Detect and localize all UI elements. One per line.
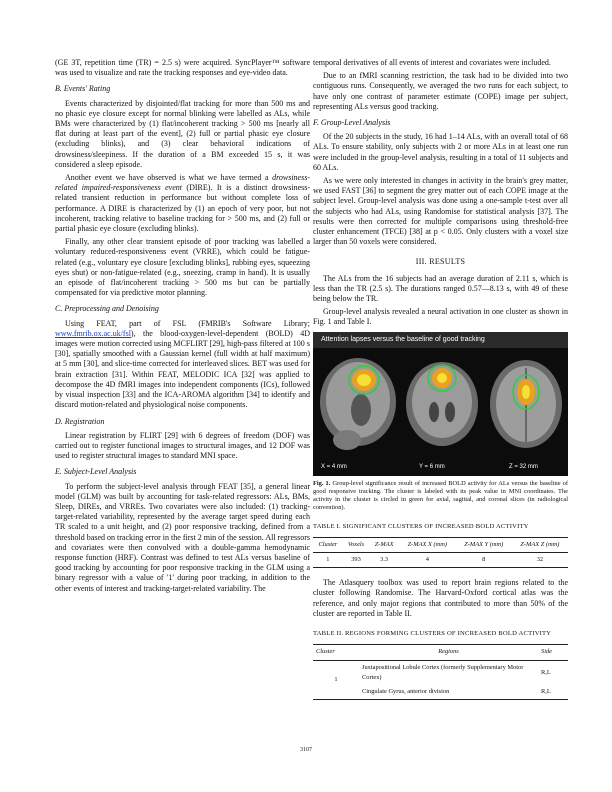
- figure-brain-slices: [313, 332, 568, 476]
- table-header-cell: Cluster: [313, 537, 343, 552]
- sagittal-slice-label: X = 4 mm: [321, 464, 347, 471]
- table-cell: 3.3: [369, 553, 399, 568]
- section-heading-events-rating: B. Events' Rating: [55, 84, 111, 94]
- table-cell: 1: [313, 553, 343, 568]
- paragraph: Finally, any other clear transient episode of poor tracking was labelled a voluntary reduced-responsiveness event (VRRE), which could be fatigue-related (e.g., voluntary eye closure [excluding blinks], rubbing eyes, squeezing eyes shut) or non-fatigue-related (e.g., sneezing, cramp in hand). It is usually an episode of flat/incoherent tracking > 500 ms but can be partially compensated for via predictive motor planning.: [55, 237, 310, 298]
- table-row: [313, 660, 568, 685]
- table-significant-clusters: [313, 537, 568, 568]
- table-cell: 8: [456, 553, 512, 568]
- table-header-cell: Cluster: [313, 645, 359, 660]
- table-header-cell: Z-MAX: [369, 537, 399, 552]
- figure-caption: Fig. 1. Group-level significance result of increased BOLD activity for ALs versus the baseline of good responsive tracking. The cluster is labeled with its peak value in MNI coordinates. The activity in the cluster is circled in green for axial, sagittal, and coronal slices (in radiological convention).: [313, 479, 568, 511]
- section-heading-group-level: F. Group-Level Analysis: [313, 118, 391, 128]
- table-cell: R,L: [538, 685, 568, 700]
- axial-brain-image: [485, 350, 567, 462]
- paragraph: The Atlasquery toolbox was used to report brain regions related to the cluster following Randomise. The Harvard-Oxford cortical atlas was the reference, and only major regions that contributed to more than 50% of the cluster are reported in Table II.: [313, 578, 568, 618]
- sagittal-brain-image: [317, 350, 399, 462]
- paragraph: The ALs from the 16 subjects had an average duration of 2.11 s, which is less than the TR (2.5 s). The durations ranged 0.57—8.13 s, with 49 of these being below the TR.: [313, 273, 568, 304]
- paragraph: As we were only interested in changes in activity in the brain's grey matter, we used FAST [36] to segment the grey matter out of each COPE image at the subject level. Group-level analysis was done using a one-sample t-test over all the subjects who had ALs, using Randomise for statistical analysis [37]. The results were then corrected for multiple comparisons using threshold-free cluster enhancement (TFCE) [38] at p < 0.05. Only clusters with a voxel size larger than 50 voxels were considered.: [313, 176, 568, 247]
- table-cell: 393: [343, 553, 370, 568]
- paragraph: Another event we have observed is what we have termed a drowsiness-related impaired-responsiveness event (DIRE). It is a distinct drowsiness-related transient reduction in performance but without complete loss of performance. A DIRE is characterized by (1) an epoch of very poor, but not incoherent, tracking relative to baseline tracking for > 500 ms, and (2) full or partial phasic eye closure (excluding blinks).: [55, 173, 311, 234]
- page-number: 3107: [300, 747, 312, 753]
- table-cell: 4: [399, 553, 456, 568]
- table-cell: Cingulate Gyrus, anterior division: [359, 685, 538, 700]
- paragraph: To perform the subject-level analysis through FEAT [35], a general linear model (GLM) was built by accounting for task-related regressors: ALs, BMs, Sleep, DIREs, and VRREs. Two covariates were also included: (1) tracking-target-related variability, represented by the average target speed during each TR scaled to a unit height, and (2) poor responsive tracking, defined from a threshold based on tracking error in the first 2 min of the session. All regressors and covariates were then convolved with a double-gamma hemodynamic response function (HRF). Contrast was defined to test ALs versus baseline of good tracking by accounting for poor responsive tracking in the GLM using a binary regressor with a value of '1' during poor tracking, in addition to the other events of interest and tracking-target-related variability. The: [55, 481, 310, 593]
- left-column: [55, 58, 310, 597]
- table-header-cell: Z-MAX Y (mm): [456, 537, 512, 552]
- table-cell: R,L: [541, 668, 551, 676]
- coronal-slice-label: Y = 6 mm: [419, 464, 445, 471]
- paragraph: Linear registration by FLIRT [29] with 6 degrees of freedom (DOF) was carried out to register functional images to structural images, and 12 DOF was used to register structural images to standard MNI space.: [55, 430, 310, 461]
- table-cell: Juxtapositional Lobule Cortex (formerly Supplementary Motor Cortex): [362, 663, 524, 681]
- fsl-link[interactable]: www.fmrib.ox.ac.uk/fsl: [55, 328, 131, 338]
- table-regions: [313, 644, 568, 700]
- figure-title: Attention lapses versus the baseline of good tracking: [313, 332, 568, 348]
- table-header-cell: Side: [538, 645, 568, 660]
- section-heading-results: III. RESULTS: [415, 257, 466, 267]
- paragraph: Using FEAT, part of FSL (FMRIB's Software Library; www.fmrib.ox.ac.uk/fsl), the blood-oxygen-level-dependent (BOLD) 4D images were motion corrected using MCFLIRT [29], high-pass filtered at 100 s [30], spatially smoothed with a Gaussian kernel (full width at half maximum) at 5 mm [30], and slice-time corrected for interleaved slices. BET was used for brain extraction [31]. Within FEAT, MELODIC ICA [32] was applied to decompose the 4D fMRI images into independent components (ICs), followed by visual inspection [33] and the ICA-AROMA algorithm [34] to identify and discard motion-related and physiological noise components.: [55, 318, 310, 410]
- table-header-cell: Voxels: [343, 537, 370, 552]
- paragraph: Due to an fMRI scanning restriction, the task had to be divided into two contiguous runs. Consequently, we averaged the two runs for each subject, to have only one contrast of parameter estimate (COPE) image per subject, representing ALs versus good tracking.: [313, 71, 568, 111]
- table-cell: 1: [313, 660, 359, 700]
- table-cell: 32: [512, 553, 568, 568]
- section-heading-subject-level: E. Subject-Level Analysis: [55, 467, 137, 477]
- table-header-cell: Z-MAX X (mm): [399, 537, 456, 552]
- table1-title: TABLE I. SIGNIFICANT CLUSTERS OF INCREASED BOLD ACTIVITY: [313, 522, 529, 530]
- paragraph: Group-level analysis revealed a neural activation in one cluster as shown in Fig. 1 and Table I.: [313, 307, 568, 327]
- section-heading-registration: D. Registration: [55, 416, 105, 426]
- table-header-cell: Regions: [359, 645, 538, 660]
- table-row: [313, 553, 568, 568]
- paragraph: Of the 20 subjects in the study, 16 had 1–14 ALs, with an overall total of 68 ALs. To ensure stability, only subjects with 2 or more ALs in at least one run were included in the group-level analysis, resulting in a total of 11 subjects and 60 ALs.: [313, 132, 568, 172]
- paragraph: temporal derivatives of all events of interest and covariates were included.: [313, 58, 551, 67]
- right-column: [313, 58, 568, 700]
- coronal-brain-image: [401, 350, 483, 462]
- paragraph: Events characterized by disjointed/flat tracking for more than 500 ms and no phasic eye closure except for normal blinking were labelled as ALs, while BMs were characterized by (1) flat/incoherent tracking > 500 ms [nearly all flat during at least part of the event], (2) full or partial phasic eye closure (excluding blinks), and (3) clear behavioral indications of drowsiness/sleepiness. If the duration of a BM exceeded 15 s, it was considered a sleep episode.: [55, 98, 310, 169]
- section-heading-preprocessing: C. Preprocessing and Denoising: [55, 304, 159, 314]
- axial-slice-label: Z = 32 mm: [509, 464, 538, 471]
- table2-title: TABLE II. REGIONS FORMING CLUSTERS OF INCREASED BOLD ACTIVITY: [313, 630, 552, 638]
- table-header-cell: Z-MAX Z (mm): [512, 537, 568, 552]
- paragraph: (GE 3T, repetition time (TR) = 2.5 s) were acquired. SyncPlayer™ software was used to visualize and rate the tracking responses and eye-video data.: [55, 58, 310, 78]
